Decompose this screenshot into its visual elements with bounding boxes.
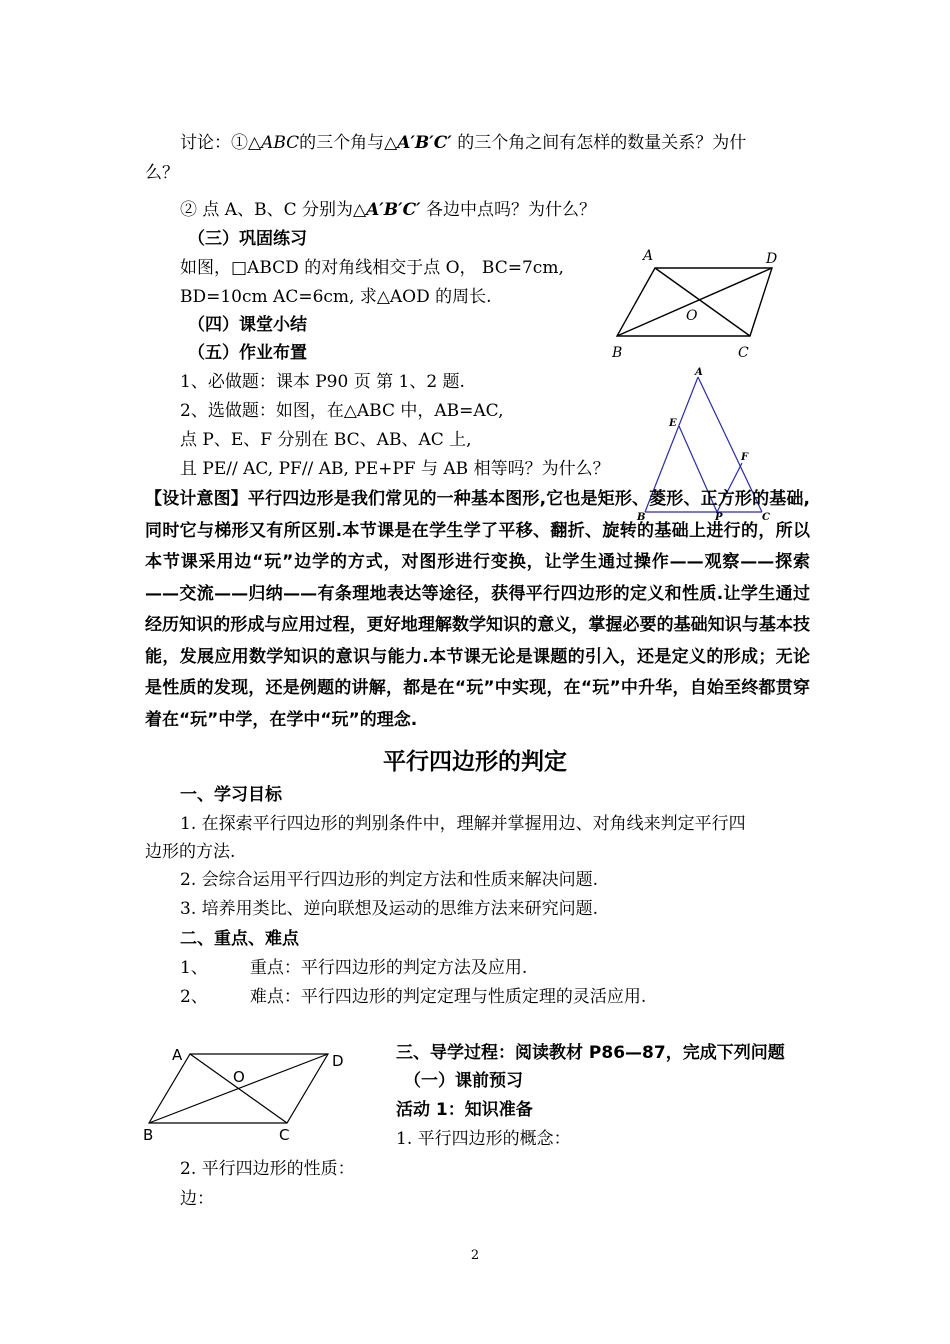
vertex-A-label: A [643, 248, 654, 264]
lesson-title: 平行四边形的判定 [383, 749, 567, 775]
discussion-q1: 讨论：①△ABC的三个角与△A′B′C′ 的三个角之间有怎样的数量关系？为什 [180, 133, 747, 153]
goal-2: 2. 会综合运用平行四边形的判定方法和性质来解决问题. [180, 870, 599, 890]
process-heading: 三、导学过程：阅读教材 P86—87，完成下列问题 [396, 1043, 785, 1063]
page-number: 2 [470, 1248, 480, 1263]
vertex-C-label: C [738, 345, 749, 361]
section4-heading: （四）课堂小结 [188, 315, 307, 335]
p2-O-label: O [233, 1068, 245, 1086]
property-line: 2. 平行四边形的性质： [180, 1159, 355, 1179]
goals-heading: 一、学习目标 [180, 785, 282, 805]
key-2: 2、 难点：平行四边形的判定定理与性质定理的灵活应用. [180, 987, 647, 1007]
section3-line2: BD=10cm AC=6cm, 求△AOD 的周长. [180, 287, 492, 307]
activity-1: 活动 1：知识准备 [396, 1100, 533, 1120]
triangle-F-label: F [741, 452, 749, 463]
triangle-C-label: C [762, 512, 770, 522]
goal-1-cont: 边形的方法. [145, 842, 236, 862]
key-heading: 二、重点、难点 [180, 929, 299, 949]
p2-C-label: C [279, 1126, 290, 1144]
triangle-E-label: E [669, 418, 677, 429]
triangle-P-label: P [715, 512, 723, 522]
homework-1: 1、必做题：课本 P90 页 第 1、2 题. [180, 372, 465, 392]
parallelogram-figure [600, 240, 800, 365]
preview-heading: （一）课前预习 [404, 1071, 523, 1091]
homework-4: 且 PE// AC, PF// AB, PE+PF 与 AB 相等吗？为什么？ [180, 459, 610, 479]
center-O-label: O [686, 308, 698, 324]
concept-line: 1. 平行四边形的概念： [396, 1129, 571, 1149]
triangle-B-label: B [637, 512, 646, 522]
side-line: 边： [180, 1189, 214, 1209]
design-intent-paragraph: 【设计意图】平行四边形是我们常见的一种基本图形,它也是矩形、菱形、正方形的基础,同时它与梯形又有所区别.本节课是在学生学了平移、翻折、旋转的基础上进行的，所以本节课采用边“玩”边学的方式，对图形进行变换，让学生通过操作——观察——探索——交流——归纳——有条理地表达等途径，获得平行四边形的定义和性质.让学生通过经历知识的形成与应用过程，更好地理解数学知识的意义，掌握必要的基础知识与基本技能，发展应用数学知识的意识与能力.本节课无论是课题的引入，还是定义的形成；无论是性质的发现，还是例题的讲解，都是在“玩”中实现，在“玩”中升华，自始至终都贯穿着在“玩”中学，在学中“玩”的理念. [145, 489, 810, 730]
homework-2: 2、选做题：如图，在△ABC 中，AB=AC, [180, 401, 504, 421]
discussion-q1-cont: 么？ [145, 163, 179, 183]
discussion-q2: ② 点 A、B、C 分别为△A′B′C′ 各边中点吗？为什么？ [180, 200, 597, 220]
homework-3: 点 P、E、F 分别在 BC、AB、AC 上, [180, 430, 472, 450]
p2-A-label: A [172, 1046, 183, 1064]
parallelogram2-figure [140, 1042, 360, 1152]
section3-heading: （三）巩固练习 [188, 229, 307, 249]
section5-heading: （五）作业布置 [188, 343, 307, 363]
goal-3: 3. 培养用类比、逆向联想及运动的思维方法来研究问题. [180, 899, 599, 919]
key-1: 1、 重点：平行四边形的判定方法及应用. [180, 958, 528, 978]
vertex-D-label: D [766, 251, 778, 267]
goal-1: 1. 在探索平行四边形的判别条件中，理解并掌握用边、对角线来判定平行四 [180, 814, 746, 834]
section3-line1: 如图，□ABCD 的对角线相交于点 O， BC=7cm, [180, 258, 564, 278]
p2-D-label: D [332, 1052, 344, 1070]
triangle-A-label: A [695, 367, 703, 378]
p2-B-label: B [143, 1126, 154, 1144]
vertex-B-label: B [612, 345, 623, 361]
